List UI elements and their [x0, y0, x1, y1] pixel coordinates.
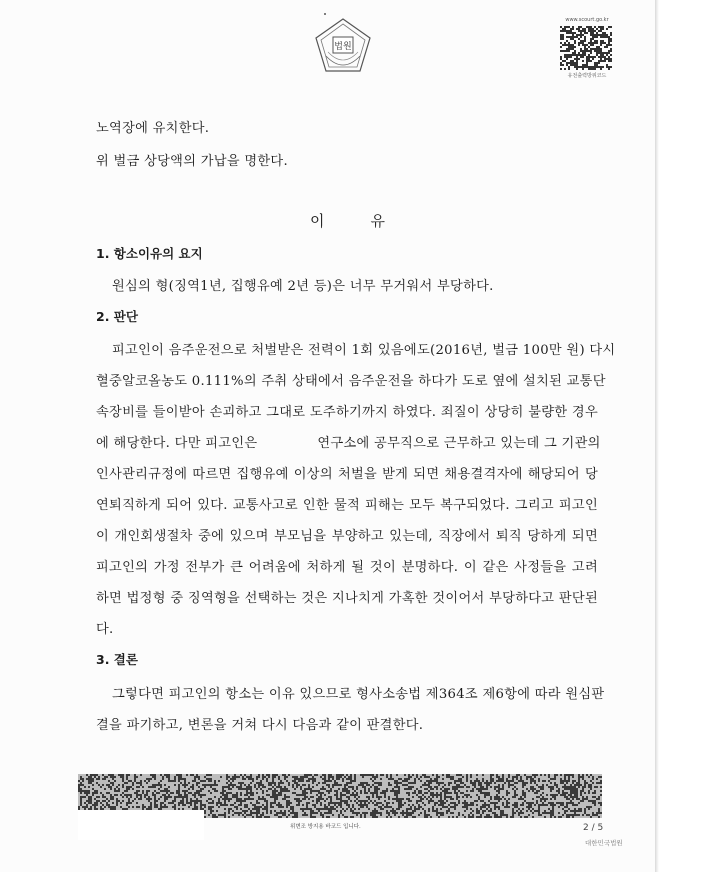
section-1-line-1: 원심의 형(징역1년, 집행유예 2년 등)은 너무 무거워서 부당하다. [112, 279, 494, 294]
reason-title-char-1: 이 [310, 212, 327, 230]
section-2-line-2: 혈중알코올농도 0.111%의 주취 상태에서 음주운전을 하다가 도로 옆에 설치된 교통단 [96, 374, 606, 389]
intro-line-2: 위 벌금 상당액의 가납을 명한다. [96, 154, 288, 169]
section-3-heading: 3. 결론 [96, 652, 138, 667]
section-2-heading: 2. 판단 [96, 309, 138, 324]
section-2-line-3: 속장비를 들이받아 손괴하고 그대로 도주하기까지 하였다. 죄질이 상당히 불량한 경우 [96, 405, 598, 420]
section-2-line-9: 하면 법정형 중 징역형을 선택하는 것은 지나치게 가혹한 것이어서 부당하다고 판단된 [96, 591, 598, 606]
section-2-line-10: 다. [96, 622, 114, 637]
emblem-text: 법원 [334, 42, 352, 52]
reason-title [310, 210, 387, 231]
section-2-line-1: 피고인이 음주운전으로 처벌받은 전력이 1회 있음에도(2016년, 벌금 100만 원) 다시 [112, 343, 616, 358]
page-number: 2 / 5 [583, 823, 604, 833]
section-2-line-8: 피고인의 가정 전부가 큰 어려움에 처하게 될 것이 분명하다. 이 같은 사정들을 고려 [96, 560, 598, 575]
section-3-line-1: 그렇다면 피고인의 항소는 이유 있으므로 형사소송법 제364조 제6항에 따라 원심판 [112, 687, 605, 702]
section-2-line-6: 연퇴직하게 되어 있다. 교통사고로 인한 물적 피해는 모두 복구되었다. 그리고 피고인 [96, 498, 598, 513]
section-1-heading: 1. 항소이유의 요지 [96, 246, 203, 261]
reason-title-char-2: 유 [370, 212, 387, 230]
section-2-line-5: 인사관리규정에 따르면 집행유예 이상의 처벌을 받게 되면 채용결격자에 해당되어 당 [96, 467, 598, 482]
barcode-note: 위변조 방지용 바코드 입니다. [290, 824, 361, 830]
intro-line-1: 노역장에 유치한다. [96, 121, 210, 136]
redaction-box [78, 810, 204, 840]
scan-dot [324, 13, 326, 15]
section-2-line-4b: 연구소에 공무직으로 근무하고 있는데 그 기관의 [317, 436, 601, 451]
section-2-line-4 [96, 432, 601, 451]
court-emblem-icon [312, 16, 374, 78]
qr-url: www.scourt.go.kr [565, 17, 609, 23]
court-footer: 대한민국법원 [585, 839, 623, 847]
page-edge [655, 0, 710, 872]
section-2-line-4a: 에 해당한다. 다만 피고인은 [96, 436, 258, 451]
section-3-line-2: 결을 파기하고, 변론을 거쳐 다시 다음과 같이 판결한다. [96, 718, 424, 733]
qr-code-icon [560, 26, 612, 70]
qr-caption: 유전출력방위코드 [567, 73, 607, 79]
section-2-line-7: 이 개인회생절차 중에 있으며 부모님을 부양하고 있는데, 직장에서 퇴직 당하게 되면 [96, 529, 598, 544]
